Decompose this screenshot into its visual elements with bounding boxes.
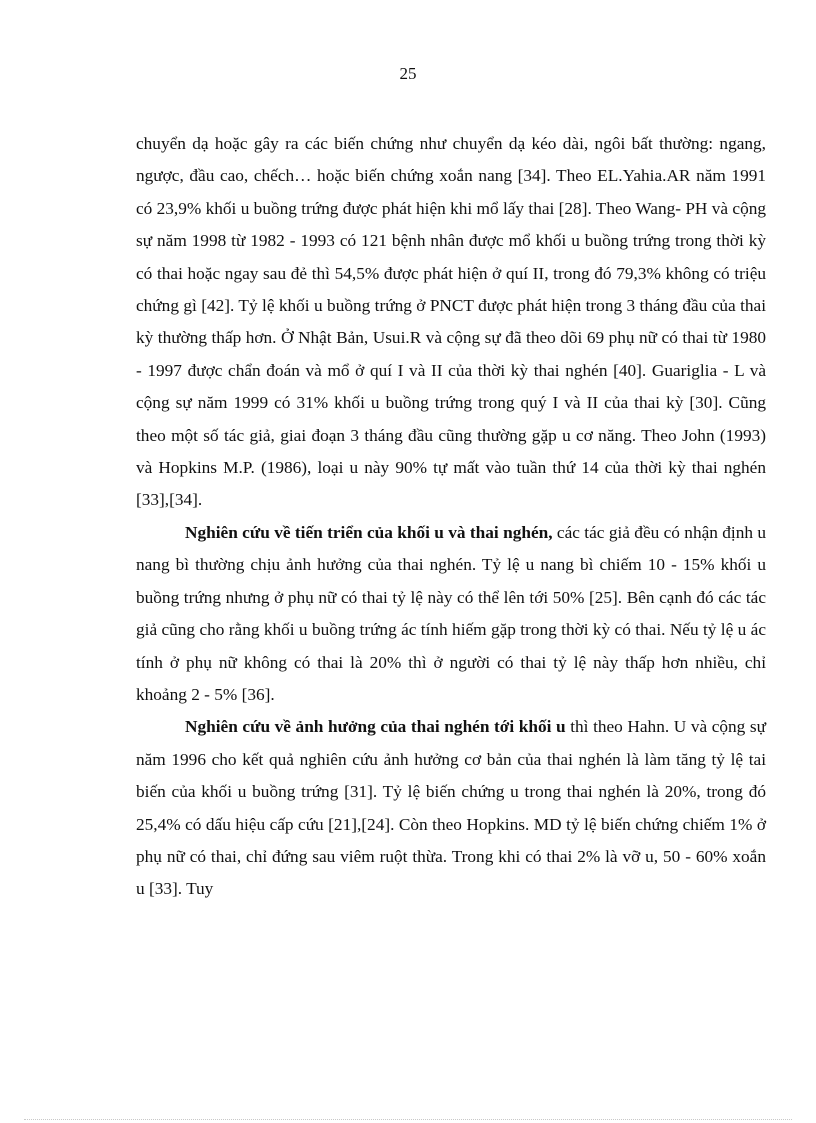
paragraph-continuation <box>136 128 766 517</box>
page-number: 25 <box>399 64 417 83</box>
footer-divider <box>24 1119 792 1120</box>
paragraph-text: chuyển dạ hoặc gây ra các biến chứng như chuyển dạ kéo dài, ngôi bất thường: ngang, ngược, đầu cao, chếch… hoặc biến chứng xoắn nang [34]. Theo EL.Yahia.AR năm 1991 có 23,9% khối u buồng trứng được phát hiện khi mổ lấy thai [28]. Theo Wang- PH và cộng sự năm 1998 từ 1982 - 1993 có 121 bệnh nhân được mổ khối u buồng trứng trong thời kỳ có thai hoặc ngay sau đẻ thì 54,5% được phát hiện ở quí II, trong đó 79,3% không có triệu chứng gì [42]. Tỷ lệ khối u buồng trứng ở PNCT được phát hiện trong 3 tháng đầu của thai kỳ thường thấp hơn. Ở Nhật Bản, Usui.R và cộng sự đã theo dõi 69 phụ nữ có thai từ 1980 - 1997 được chẩn đoán và mổ ở quí I và II của thời kỳ thai nghén [40]. Guariglia - L và cộng sự năm 1999 có 31% khối u buồng trứng trong quý I và II của thai kỳ [30]. Cũng theo một số tác giả, giai đoạn 3 tháng đầu cũng thường gặp u cơ năng. Theo John (1993) và Hopkins M.P. (1986), loại u này 90% tự mất vào tuần thứ 14 của thời kỳ thai nghén [33],[34]. <box>136 134 766 510</box>
paragraph-pregnancy-effect <box>136 711 766 905</box>
paragraph-heading: Nghiên cứu về tiến triển của khối u và thai nghén, <box>185 522 553 542</box>
body-text <box>136 128 766 906</box>
paragraph-text: thì theo Hahn. U và cộng sự năm 1996 cho kết quả nghiên cứu ảnh hưởng cơ bản của thai nghén là làm tăng tỷ lệ tai biến của khối u buồng trứng [31]. Tỷ lệ biến chứng u trong thai nghén là 20%, trong đó 25,4% có dấu hiệu cấp cứu [21],[24]. Còn theo Hopkins. MD tỷ lệ biến chứng chiếm 1% ở phụ nữ có thai, chỉ đứng sau viêm ruột thừa. Trong khi có thai 2% là vỡ u, 50 - 60% xoắn u [33]. Tuy <box>136 717 767 899</box>
paragraph-text: các tác giả đều có nhận định u nang bì thường chịu ảnh hưởng của thai nghén. Tỷ lệ u nang bì chiếm 10 - 15% khối u buồng trứng nhưng ở phụ nữ có thai tỷ lệ này có thể lên tới 50% [25]. Bên cạnh đó các tác giả cũng cho rằng khối u buồng trứng ác tính hiếm gặp trong thời kỳ có thai. Nếu tỷ lệ u ác tính ở phụ nữ không có thai là 20% thì ở người có thai tỷ lệ này thấp hơn nhiều, chỉ khoảng 2 - 5% [36]. <box>136 522 766 704</box>
paragraph-tumor-progression <box>136 517 766 711</box>
paragraph-heading: Nghiên cứu về ảnh hưởng của thai nghén tới khối u <box>185 717 566 737</box>
